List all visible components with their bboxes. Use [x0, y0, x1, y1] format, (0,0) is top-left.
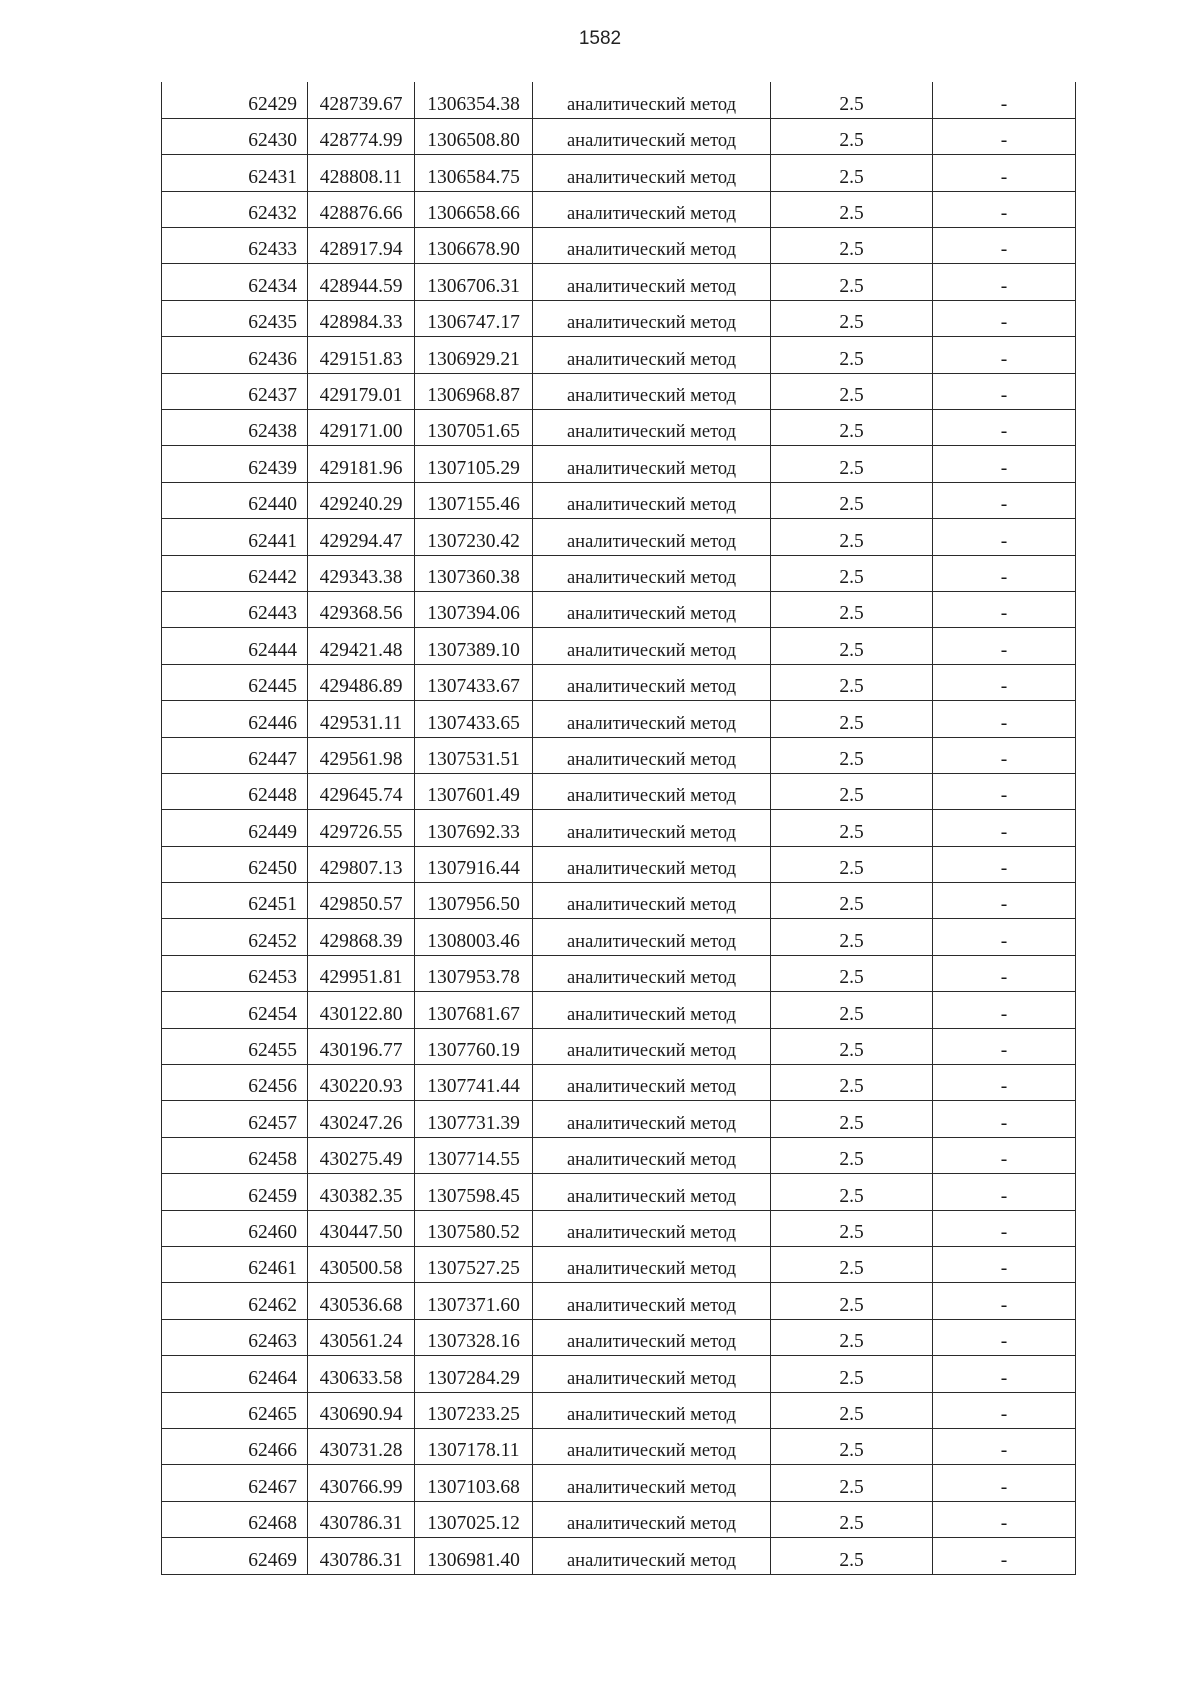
method-cell: аналитический метод: [533, 410, 771, 446]
accuracy-cell: 2.5: [771, 701, 933, 737]
x-coordinate-cell: 429486.89: [308, 664, 415, 700]
note-cell: -: [933, 264, 1076, 300]
method-cell: аналитический метод: [533, 737, 771, 773]
x-coordinate-cell: 429181.96: [308, 446, 415, 482]
point-id-cell: 62435: [162, 300, 308, 336]
y-coordinate-cell: 1307230.42: [415, 519, 533, 555]
accuracy-cell: 2.5: [771, 191, 933, 227]
note-cell: -: [933, 155, 1076, 191]
point-id-cell: 62466: [162, 1428, 308, 1464]
y-coordinate-cell: 1306678.90: [415, 228, 533, 264]
x-coordinate-cell: 428984.33: [308, 300, 415, 336]
accuracy-cell: 2.5: [771, 264, 933, 300]
y-coordinate-cell: 1307531.51: [415, 737, 533, 773]
y-coordinate-cell: 1306981.40: [415, 1538, 533, 1574]
x-coordinate-cell: 428917.94: [308, 228, 415, 264]
y-coordinate-cell: 1306584.75: [415, 155, 533, 191]
table-row: [162, 482, 1076, 518]
method-cell: аналитический метод: [533, 1210, 771, 1246]
y-coordinate-cell: 1306354.38: [415, 82, 533, 118]
table-row: [162, 191, 1076, 227]
y-coordinate-cell: 1306968.87: [415, 373, 533, 409]
point-id-cell: 62468: [162, 1501, 308, 1537]
accuracy-cell: 2.5: [771, 1501, 933, 1537]
y-coordinate-cell: 1306747.17: [415, 300, 533, 336]
point-id-cell: 62430: [162, 118, 308, 154]
y-coordinate-cell: 1307389.10: [415, 628, 533, 664]
y-coordinate-cell: 1307953.78: [415, 955, 533, 991]
point-id-cell: 62449: [162, 810, 308, 846]
table-row: [162, 1465, 1076, 1501]
accuracy-cell: 2.5: [771, 955, 933, 991]
x-coordinate-cell: 429421.48: [308, 628, 415, 664]
note-cell: -: [933, 555, 1076, 591]
y-coordinate-cell: 1307714.55: [415, 1137, 533, 1173]
method-cell: аналитический метод: [533, 1538, 771, 1574]
method-cell: аналитический метод: [533, 446, 771, 482]
point-id-cell: 62446: [162, 701, 308, 737]
note-cell: -: [933, 810, 1076, 846]
x-coordinate-cell: 429850.57: [308, 883, 415, 919]
note-cell: -: [933, 300, 1076, 336]
accuracy-cell: 2.5: [771, 591, 933, 627]
accuracy-cell: 2.5: [771, 519, 933, 555]
x-coordinate-cell: 430382.35: [308, 1174, 415, 1210]
point-id-cell: 62432: [162, 191, 308, 227]
x-coordinate-cell: 430196.77: [308, 1028, 415, 1064]
method-cell: аналитический метод: [533, 1428, 771, 1464]
note-cell: -: [933, 1283, 1076, 1319]
y-coordinate-cell: 1307692.33: [415, 810, 533, 846]
y-coordinate-cell: 1308003.46: [415, 919, 533, 955]
table-row: [162, 1283, 1076, 1319]
accuracy-cell: 2.5: [771, 1247, 933, 1283]
y-coordinate-cell: 1307103.68: [415, 1465, 533, 1501]
accuracy-cell: 2.5: [771, 1101, 933, 1137]
table-row: [162, 446, 1076, 482]
accuracy-cell: 2.5: [771, 482, 933, 518]
y-coordinate-cell: 1307598.45: [415, 1174, 533, 1210]
x-coordinate-cell: 430447.50: [308, 1210, 415, 1246]
table-row: [162, 1210, 1076, 1246]
y-coordinate-cell: 1306706.31: [415, 264, 533, 300]
method-cell: аналитический метод: [533, 118, 771, 154]
table-row: [162, 155, 1076, 191]
table-row: [162, 773, 1076, 809]
x-coordinate-cell: 430766.99: [308, 1465, 415, 1501]
x-coordinate-cell: 430786.31: [308, 1501, 415, 1537]
method-cell: аналитический метод: [533, 628, 771, 664]
accuracy-cell: 2.5: [771, 1356, 933, 1392]
table-row: [162, 1065, 1076, 1101]
accuracy-cell: 2.5: [771, 1465, 933, 1501]
accuracy-cell: 2.5: [771, 1028, 933, 1064]
note-cell: -: [933, 373, 1076, 409]
accuracy-cell: 2.5: [771, 1538, 933, 1574]
method-cell: аналитический метод: [533, 555, 771, 591]
note-cell: -: [933, 1356, 1076, 1392]
note-cell: -: [933, 628, 1076, 664]
y-coordinate-cell: 1307433.67: [415, 664, 533, 700]
x-coordinate-cell: 430731.28: [308, 1428, 415, 1464]
note-cell: -: [933, 701, 1076, 737]
method-cell: аналитический метод: [533, 1101, 771, 1137]
method-cell: аналитический метод: [533, 1247, 771, 1283]
x-coordinate-cell: 429368.56: [308, 591, 415, 627]
x-coordinate-cell: 430690.94: [308, 1392, 415, 1428]
accuracy-cell: 2.5: [771, 846, 933, 882]
note-cell: -: [933, 519, 1076, 555]
y-coordinate-cell: 1307527.25: [415, 1247, 533, 1283]
note-cell: -: [933, 446, 1076, 482]
method-cell: аналитический метод: [533, 1465, 771, 1501]
note-cell: -: [933, 1028, 1076, 1064]
y-coordinate-cell: 1307916.44: [415, 846, 533, 882]
method-cell: аналитический метод: [533, 1028, 771, 1064]
accuracy-cell: 2.5: [771, 82, 933, 118]
x-coordinate-cell: 429951.81: [308, 955, 415, 991]
x-coordinate-cell: 429807.13: [308, 846, 415, 882]
method-cell: аналитический метод: [533, 1283, 771, 1319]
point-id-cell: 62437: [162, 373, 308, 409]
point-id-cell: 62451: [162, 883, 308, 919]
accuracy-cell: 2.5: [771, 1319, 933, 1355]
note-cell: -: [933, 664, 1076, 700]
y-coordinate-cell: 1307433.65: [415, 701, 533, 737]
note-cell: -: [933, 410, 1076, 446]
method-cell: аналитический метод: [533, 810, 771, 846]
table-row: [162, 264, 1076, 300]
method-cell: аналитический метод: [533, 337, 771, 373]
note-cell: -: [933, 1501, 1076, 1537]
accuracy-cell: 2.5: [771, 300, 933, 336]
accuracy-cell: 2.5: [771, 1283, 933, 1319]
y-coordinate-cell: 1307105.29: [415, 446, 533, 482]
method-cell: аналитический метод: [533, 1319, 771, 1355]
table-row: [162, 737, 1076, 773]
accuracy-cell: 2.5: [771, 337, 933, 373]
accuracy-cell: 2.5: [771, 919, 933, 955]
method-cell: аналитический метод: [533, 591, 771, 627]
note-cell: -: [933, 919, 1076, 955]
table-row: [162, 1174, 1076, 1210]
x-coordinate-cell: 429645.74: [308, 773, 415, 809]
x-coordinate-cell: 429151.83: [308, 337, 415, 373]
y-coordinate-cell: 1307681.67: [415, 992, 533, 1028]
x-coordinate-cell: 428739.67: [308, 82, 415, 118]
y-coordinate-cell: 1307741.44: [415, 1065, 533, 1101]
method-cell: аналитический метод: [533, 1356, 771, 1392]
y-coordinate-cell: 1306929.21: [415, 337, 533, 373]
note-cell: -: [933, 883, 1076, 919]
point-id-cell: 62436: [162, 337, 308, 373]
point-id-cell: 62453: [162, 955, 308, 991]
accuracy-cell: 2.5: [771, 810, 933, 846]
point-id-cell: 62465: [162, 1392, 308, 1428]
note-cell: -: [933, 773, 1076, 809]
method-cell: аналитический метод: [533, 82, 771, 118]
method-cell: аналитический метод: [533, 1501, 771, 1537]
method-cell: аналитический метод: [533, 664, 771, 700]
method-cell: аналитический метод: [533, 191, 771, 227]
y-coordinate-cell: 1307025.12: [415, 1501, 533, 1537]
method-cell: аналитический метод: [533, 1137, 771, 1173]
table-row: [162, 591, 1076, 627]
note-cell: -: [933, 337, 1076, 373]
point-id-cell: 62448: [162, 773, 308, 809]
point-id-cell: 62457: [162, 1101, 308, 1137]
table-row: [162, 1501, 1076, 1537]
point-id-cell: 62461: [162, 1247, 308, 1283]
note-cell: -: [933, 846, 1076, 882]
y-coordinate-cell: 1307051.65: [415, 410, 533, 446]
note-cell: -: [933, 1137, 1076, 1173]
table-body: [162, 82, 1076, 1574]
point-id-cell: 62443: [162, 591, 308, 627]
note-cell: -: [933, 1538, 1076, 1574]
y-coordinate-cell: 1307760.19: [415, 1028, 533, 1064]
y-coordinate-cell: 1307360.38: [415, 555, 533, 591]
note-cell: -: [933, 1101, 1076, 1137]
point-id-cell: 62467: [162, 1465, 308, 1501]
y-coordinate-cell: 1307155.46: [415, 482, 533, 518]
x-coordinate-cell: 430561.24: [308, 1319, 415, 1355]
x-coordinate-cell: 430122.80: [308, 992, 415, 1028]
table-row: [162, 846, 1076, 882]
x-coordinate-cell: 428774.99: [308, 118, 415, 154]
table-row: [162, 664, 1076, 700]
y-coordinate-cell: 1307233.25: [415, 1392, 533, 1428]
table-row: [162, 118, 1076, 154]
table-row: [162, 1319, 1076, 1355]
accuracy-cell: 2.5: [771, 555, 933, 591]
y-coordinate-cell: 1307956.50: [415, 883, 533, 919]
table-row: [162, 955, 1076, 991]
note-cell: -: [933, 1319, 1076, 1355]
accuracy-cell: 2.5: [771, 992, 933, 1028]
point-id-cell: 62450: [162, 846, 308, 882]
point-id-cell: 62433: [162, 228, 308, 264]
point-id-cell: 62469: [162, 1538, 308, 1574]
point-id-cell: 62458: [162, 1137, 308, 1173]
point-id-cell: 62440: [162, 482, 308, 518]
table-row: [162, 228, 1076, 264]
table-row: [162, 1428, 1076, 1464]
table-row: [162, 1538, 1076, 1574]
table-row: [162, 1137, 1076, 1173]
method-cell: аналитический метод: [533, 992, 771, 1028]
x-coordinate-cell: 429240.29: [308, 482, 415, 518]
method-cell: аналитический метод: [533, 701, 771, 737]
y-coordinate-cell: 1307284.29: [415, 1356, 533, 1392]
y-coordinate-cell: 1307580.52: [415, 1210, 533, 1246]
accuracy-cell: 2.5: [771, 1065, 933, 1101]
x-coordinate-cell: 430220.93: [308, 1065, 415, 1101]
note-cell: -: [933, 1174, 1076, 1210]
point-id-cell: 62442: [162, 555, 308, 591]
method-cell: аналитический метод: [533, 919, 771, 955]
point-id-cell: 62439: [162, 446, 308, 482]
x-coordinate-cell: 429294.47: [308, 519, 415, 555]
point-id-cell: 62441: [162, 519, 308, 555]
y-coordinate-cell: 1307328.16: [415, 1319, 533, 1355]
x-coordinate-cell: 429561.98: [308, 737, 415, 773]
accuracy-cell: 2.5: [771, 883, 933, 919]
table-row: [162, 883, 1076, 919]
y-coordinate-cell: 1307394.06: [415, 591, 533, 627]
accuracy-cell: 2.5: [771, 1428, 933, 1464]
method-cell: аналитический метод: [533, 482, 771, 518]
x-coordinate-cell: 430536.68: [308, 1283, 415, 1319]
x-coordinate-cell: 429179.01: [308, 373, 415, 409]
method-cell: аналитический метод: [533, 1392, 771, 1428]
note-cell: -: [933, 591, 1076, 627]
table-row: [162, 701, 1076, 737]
point-id-cell: 62444: [162, 628, 308, 664]
point-id-cell: 62463: [162, 1319, 308, 1355]
accuracy-cell: 2.5: [771, 664, 933, 700]
point-id-cell: 62434: [162, 264, 308, 300]
coordinates-table: [161, 82, 1076, 1575]
y-coordinate-cell: 1306658.66: [415, 191, 533, 227]
note-cell: -: [933, 1428, 1076, 1464]
x-coordinate-cell: 429868.39: [308, 919, 415, 955]
point-id-cell: 62459: [162, 1174, 308, 1210]
y-coordinate-cell: 1307371.60: [415, 1283, 533, 1319]
note-cell: -: [933, 1065, 1076, 1101]
accuracy-cell: 2.5: [771, 1210, 933, 1246]
point-id-cell: 62462: [162, 1283, 308, 1319]
accuracy-cell: 2.5: [771, 410, 933, 446]
accuracy-cell: 2.5: [771, 737, 933, 773]
table-row: [162, 1028, 1076, 1064]
page-number: 1582: [578, 28, 622, 49]
method-cell: аналитический метод: [533, 846, 771, 882]
accuracy-cell: 2.5: [771, 628, 933, 664]
table-row: [162, 1356, 1076, 1392]
method-cell: аналитический метод: [533, 883, 771, 919]
table-row: [162, 919, 1076, 955]
x-coordinate-cell: 429171.00: [308, 410, 415, 446]
x-coordinate-cell: 429343.38: [308, 555, 415, 591]
note-cell: -: [933, 1247, 1076, 1283]
method-cell: аналитический метод: [533, 155, 771, 191]
x-coordinate-cell: 430633.58: [308, 1356, 415, 1392]
method-cell: аналитический метод: [533, 264, 771, 300]
note-cell: -: [933, 737, 1076, 773]
y-coordinate-cell: 1307601.49: [415, 773, 533, 809]
method-cell: аналитический метод: [533, 373, 771, 409]
x-coordinate-cell: 429531.11: [308, 701, 415, 737]
table-row: [162, 300, 1076, 336]
table-row: [162, 628, 1076, 664]
note-cell: -: [933, 191, 1076, 227]
y-coordinate-cell: 1306508.80: [415, 118, 533, 154]
table-row: [162, 337, 1076, 373]
note-cell: -: [933, 1465, 1076, 1501]
x-coordinate-cell: 430275.49: [308, 1137, 415, 1173]
table-row: [162, 1247, 1076, 1283]
method-cell: аналитический метод: [533, 519, 771, 555]
accuracy-cell: 2.5: [771, 446, 933, 482]
note-cell: -: [933, 482, 1076, 518]
method-cell: аналитический метод: [533, 1174, 771, 1210]
point-id-cell: 62454: [162, 992, 308, 1028]
note-cell: -: [933, 118, 1076, 154]
x-coordinate-cell: 430500.58: [308, 1247, 415, 1283]
table-row: [162, 373, 1076, 409]
accuracy-cell: 2.5: [771, 773, 933, 809]
y-coordinate-cell: 1307178.11: [415, 1428, 533, 1464]
note-cell: -: [933, 228, 1076, 264]
note-cell: -: [933, 992, 1076, 1028]
accuracy-cell: 2.5: [771, 1392, 933, 1428]
x-coordinate-cell: 430786.31: [308, 1538, 415, 1574]
y-coordinate-cell: 1307731.39: [415, 1101, 533, 1137]
x-coordinate-cell: 430247.26: [308, 1101, 415, 1137]
table-row: [162, 810, 1076, 846]
note-cell: -: [933, 82, 1076, 118]
point-id-cell: 62438: [162, 410, 308, 446]
point-id-cell: 62447: [162, 737, 308, 773]
point-id-cell: 62445: [162, 664, 308, 700]
x-coordinate-cell: 429726.55: [308, 810, 415, 846]
accuracy-cell: 2.5: [771, 228, 933, 264]
point-id-cell: 62431: [162, 155, 308, 191]
method-cell: аналитический метод: [533, 228, 771, 264]
method-cell: аналитический метод: [533, 955, 771, 991]
point-id-cell: 62464: [162, 1356, 308, 1392]
table-row: [162, 992, 1076, 1028]
accuracy-cell: 2.5: [771, 1137, 933, 1173]
table-row: [162, 519, 1076, 555]
accuracy-cell: 2.5: [771, 1174, 933, 1210]
note-cell: -: [933, 1392, 1076, 1428]
x-coordinate-cell: 428876.66: [308, 191, 415, 227]
note-cell: -: [933, 1210, 1076, 1246]
method-cell: аналитический метод: [533, 773, 771, 809]
accuracy-cell: 2.5: [771, 373, 933, 409]
point-id-cell: 62455: [162, 1028, 308, 1064]
method-cell: аналитический метод: [533, 1065, 771, 1101]
x-coordinate-cell: 428808.11: [308, 155, 415, 191]
coordinates-table-container: [161, 82, 1075, 1575]
table-row: [162, 555, 1076, 591]
table-row: [162, 1101, 1076, 1137]
point-id-cell: 62460: [162, 1210, 308, 1246]
table-row: [162, 1392, 1076, 1428]
point-id-cell: 62429: [162, 82, 308, 118]
method-cell: аналитический метод: [533, 300, 771, 336]
note-cell: -: [933, 955, 1076, 991]
point-id-cell: 62452: [162, 919, 308, 955]
table-row: [162, 82, 1076, 118]
x-coordinate-cell: 428944.59: [308, 264, 415, 300]
point-id-cell: 62456: [162, 1065, 308, 1101]
accuracy-cell: 2.5: [771, 118, 933, 154]
table-row: [162, 410, 1076, 446]
accuracy-cell: 2.5: [771, 155, 933, 191]
